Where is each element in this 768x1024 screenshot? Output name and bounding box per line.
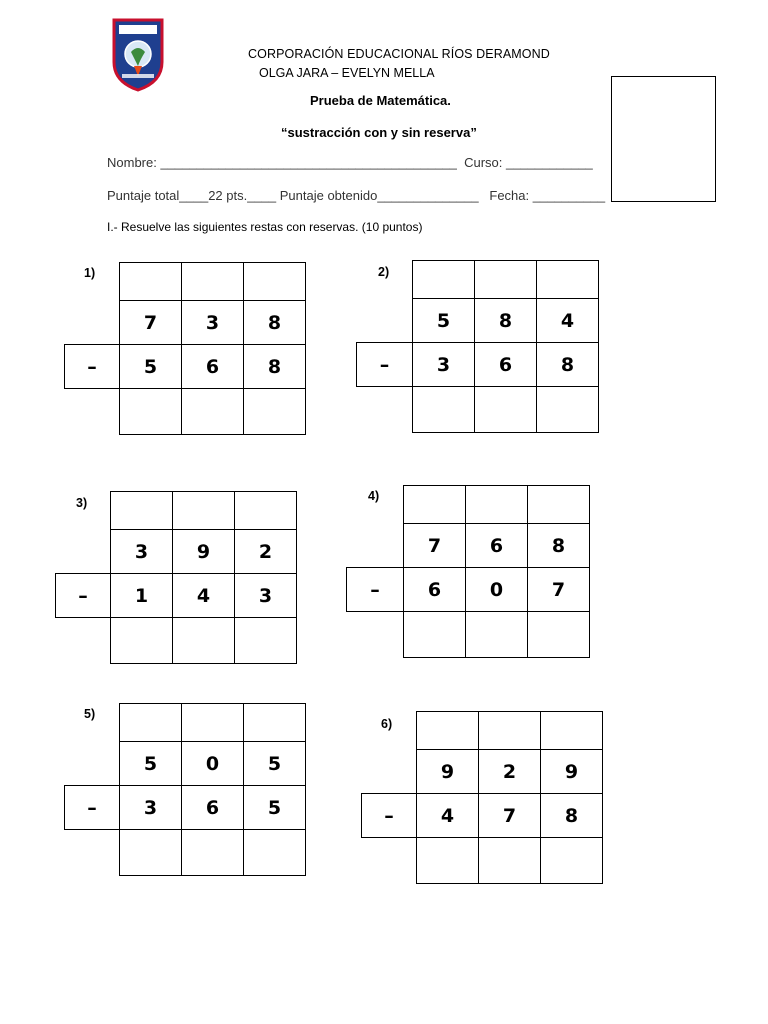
answer-cell[interactable] <box>403 611 466 658</box>
carry-cell[interactable] <box>416 711 479 750</box>
minuend-digit: 5 <box>412 298 475 343</box>
subtrahend-digit: 8 <box>243 344 306 389</box>
minus-sign-cell: – <box>64 785 120 830</box>
subtrahend-digit: 3 <box>234 573 297 618</box>
answer-cell[interactable] <box>234 617 297 664</box>
answer-cell[interactable] <box>412 386 475 433</box>
minus-sign-cell: – <box>356 342 413 387</box>
minuend-digit: 3 <box>110 529 173 574</box>
carry-cell[interactable] <box>465 485 528 524</box>
answer-cell[interactable] <box>416 837 479 884</box>
carry-cell[interactable] <box>181 262 244 301</box>
carry-cell[interactable] <box>243 262 306 301</box>
exercise-label: 1) <box>84 266 96 280</box>
answer-cell[interactable] <box>181 388 244 435</box>
carry-cell[interactable] <box>527 485 590 524</box>
minuend-digit: 8 <box>527 523 590 568</box>
minus-sign-cell: – <box>64 344 120 389</box>
answer-cell[interactable] <box>243 829 306 876</box>
score-date-field[interactable]: Puntaje total____22 pts.____ Puntaje obtenido______________ Fecha: __________ <box>107 188 606 203</box>
minus-sign-cell: – <box>361 793 417 838</box>
subtrahend-digit: 7 <box>478 793 541 838</box>
answer-cell[interactable] <box>527 611 590 658</box>
name-course-field[interactable]: Nombre: _________________________________________ Curso: ____________ <box>107 155 593 170</box>
carry-cell[interactable] <box>181 703 244 742</box>
subtrahend-digit: 6 <box>403 567 466 612</box>
exercise-label: 4) <box>368 489 380 503</box>
minuend-digit: 9 <box>172 529 235 574</box>
subtrahend-digit: 6 <box>181 344 244 389</box>
minuend-digit: 7 <box>403 523 466 568</box>
school-crest-icon <box>110 16 166 92</box>
subtrahend-digit: 4 <box>172 573 235 618</box>
subtrahend-digit: 5 <box>119 344 182 389</box>
minuend-digit: 3 <box>181 300 244 345</box>
subtrahend-digit: 1 <box>110 573 173 618</box>
subtrahend-digit: 6 <box>181 785 244 830</box>
minus-sign-cell: – <box>346 567 404 612</box>
carry-cell[interactable] <box>474 260 537 299</box>
minuend-digit: 2 <box>478 749 541 794</box>
test-title: Prueba de Matemática. <box>310 93 451 108</box>
teacher-names: OLGA JARA – EVELYN MELLA <box>259 66 435 80</box>
carry-cell[interactable] <box>478 711 541 750</box>
instruction-text: I.- Resuelve las siguientes restas con reservas. (10 puntos) <box>107 220 423 234</box>
carry-cell[interactable] <box>536 260 599 299</box>
minuend-digit: 8 <box>243 300 306 345</box>
answer-cell[interactable] <box>172 617 235 664</box>
school-name: CORPORACIÓN EDUCACIONAL RÍOS DERAMOND <box>248 47 550 61</box>
photo-box <box>611 76 716 202</box>
test-subtitle: “sustracción con y sin reserva” <box>281 125 477 140</box>
carry-cell[interactable] <box>540 711 603 750</box>
minuend-digit: 5 <box>119 741 182 786</box>
minuend-digit: 4 <box>536 298 599 343</box>
carry-cell[interactable] <box>412 260 475 299</box>
subtrahend-digit: 5 <box>243 785 306 830</box>
carry-cell[interactable] <box>243 703 306 742</box>
exercise-label: 3) <box>76 496 88 510</box>
subtrahend-digit: 4 <box>416 793 479 838</box>
exercise-label: 6) <box>381 717 393 731</box>
answer-cell[interactable] <box>540 837 603 884</box>
carry-cell[interactable] <box>119 262 182 301</box>
subtrahend-digit: 8 <box>540 793 603 838</box>
minuend-digit: 9 <box>540 749 603 794</box>
minuend-digit: 6 <box>465 523 528 568</box>
minuend-digit: 5 <box>243 741 306 786</box>
answer-cell[interactable] <box>478 837 541 884</box>
exercise-label: 2) <box>378 265 390 279</box>
answer-cell[interactable] <box>110 617 173 664</box>
minuend-digit: 7 <box>119 300 182 345</box>
carry-cell[interactable] <box>234 491 297 530</box>
subtrahend-digit: 3 <box>119 785 182 830</box>
subtrahend-digit: 3 <box>412 342 475 387</box>
answer-cell[interactable] <box>243 388 306 435</box>
carry-cell[interactable] <box>172 491 235 530</box>
minuend-digit: 2 <box>234 529 297 574</box>
minuend-digit: 0 <box>181 741 244 786</box>
answer-cell[interactable] <box>119 388 182 435</box>
minuend-digit: 8 <box>474 298 537 343</box>
minuend-digit: 9 <box>416 749 479 794</box>
carry-cell[interactable] <box>403 485 466 524</box>
answer-cell[interactable] <box>474 386 537 433</box>
carry-cell[interactable] <box>110 491 173 530</box>
answer-cell[interactable] <box>119 829 182 876</box>
answer-cell[interactable] <box>465 611 528 658</box>
carry-cell[interactable] <box>119 703 182 742</box>
answer-cell[interactable] <box>181 829 244 876</box>
subtrahend-digit: 8 <box>536 342 599 387</box>
answer-cell[interactable] <box>536 386 599 433</box>
subtrahend-digit: 7 <box>527 567 590 612</box>
exercise-label: 5) <box>84 707 96 721</box>
minus-sign-cell: – <box>55 573 111 618</box>
subtrahend-digit: 6 <box>474 342 537 387</box>
subtrahend-digit: 0 <box>465 567 528 612</box>
